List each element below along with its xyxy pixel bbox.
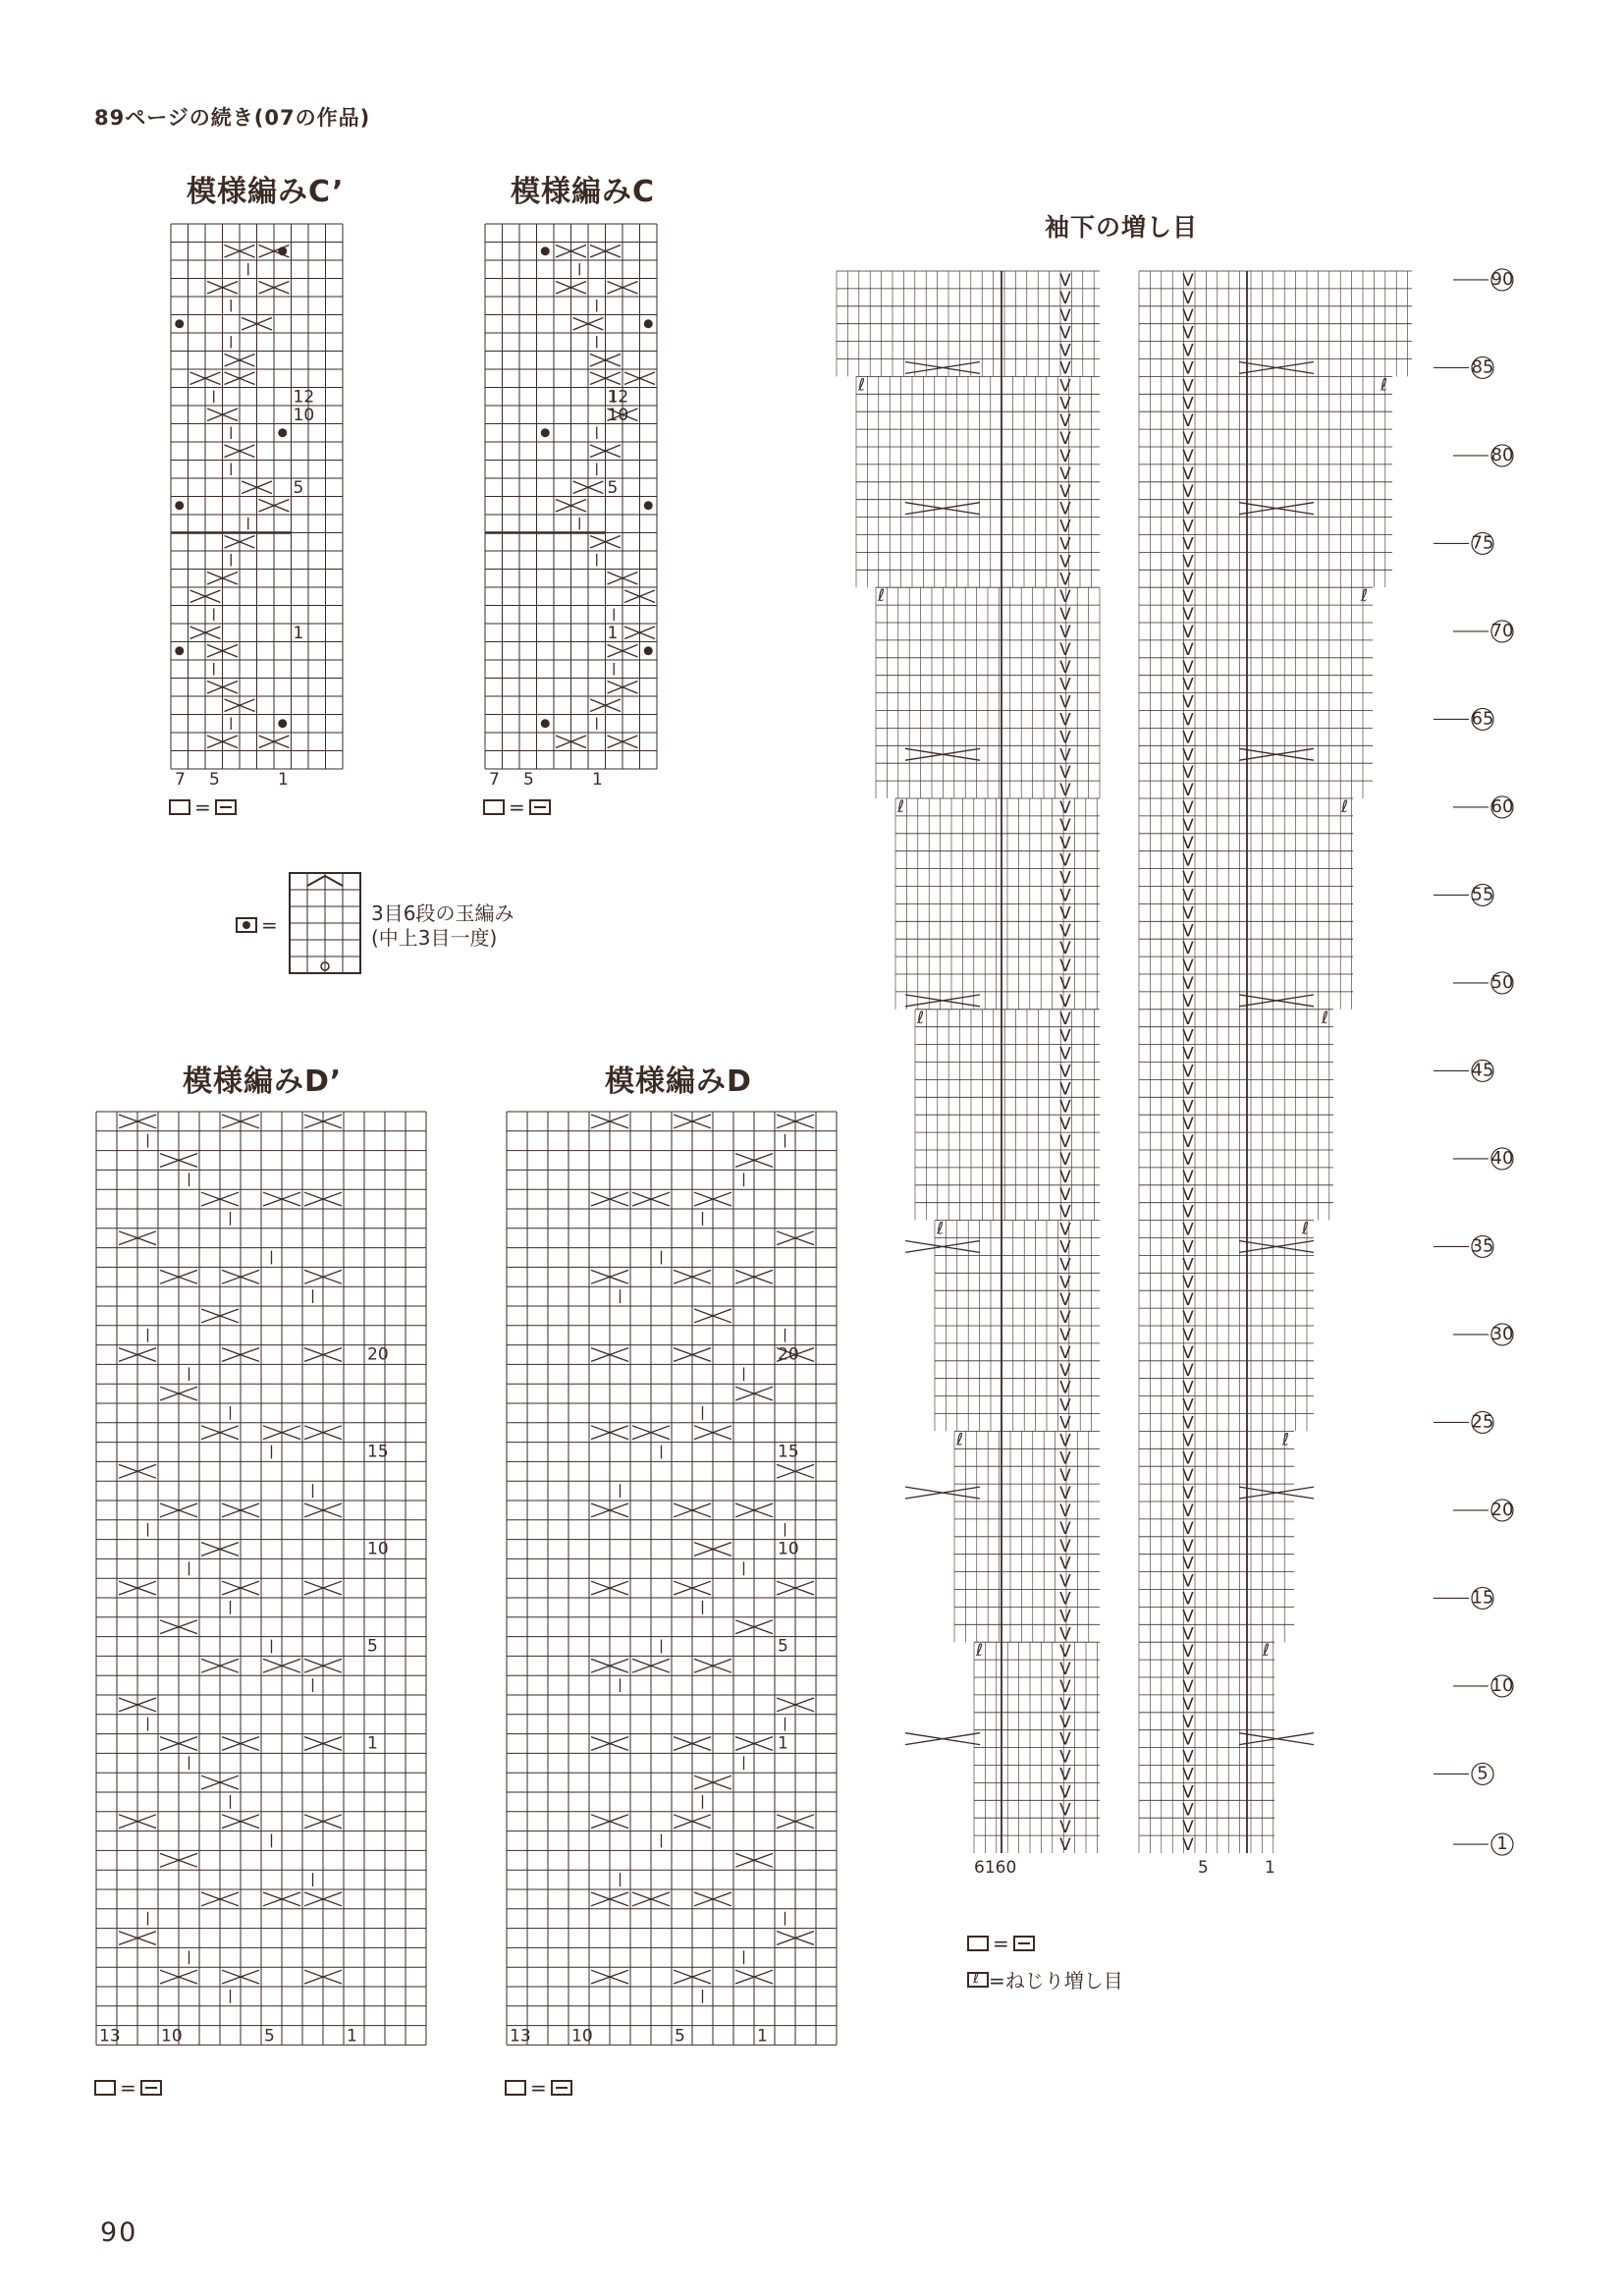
slip-stitch-mark: V — [1182, 728, 1194, 748]
column-label: 1 — [347, 2026, 357, 2047]
slip-stitch-mark: V — [1182, 1413, 1194, 1434]
chart-d-prime-title: 模様編みD’ — [183, 1065, 343, 1099]
slip-stitch-mark: V — [1182, 1589, 1194, 1610]
chart-c-legend: = — [483, 793, 551, 819]
slip-stitch-mark: V — [1182, 974, 1194, 994]
slip-stitch-mark: V — [1059, 623, 1071, 642]
slip-stitch-mark: V — [1059, 1502, 1071, 1521]
twist-increase-mark: ℓ — [917, 1008, 925, 1028]
slip-stitch-mark: V — [1059, 1694, 1071, 1715]
sleeve-chart-title: 袖下の増し目 — [1045, 213, 1199, 242]
bobble-mark — [175, 501, 184, 510]
slip-stitch-mark: V — [1059, 1518, 1071, 1539]
bobble-mark — [278, 719, 287, 728]
slip-stitch-mark: V — [1059, 815, 1071, 836]
row-label: 55 — [1471, 884, 1494, 905]
slip-stitch-mark: V — [1059, 499, 1071, 519]
column-label: 5 — [523, 770, 534, 790]
slip-stitch-mark: V — [1182, 639, 1194, 660]
row-label: 90 — [1490, 268, 1514, 290]
row-label: 1 — [367, 1733, 378, 1754]
slip-stitch-mark: V — [1059, 1326, 1071, 1345]
twist-increase-mark: ℓ — [1341, 797, 1349, 817]
slip-stitch-mark: V — [1059, 781, 1071, 801]
slip-stitch-mark: V — [1059, 1765, 1071, 1785]
slip-stitch-mark: V — [1182, 1818, 1194, 1838]
slip-stitch-mark: V — [1182, 1729, 1194, 1750]
slip-stitch-mark: V — [1059, 939, 1071, 959]
slip-stitch-mark: V — [1059, 1413, 1071, 1434]
column-label: 13 — [99, 2026, 121, 2047]
slip-stitch-mark: V — [1059, 886, 1071, 906]
twist-increase-mark: ℓ — [1282, 1430, 1290, 1450]
row-label: 20 — [367, 1344, 389, 1365]
slip-stitch-mark: V — [1059, 305, 1071, 326]
purl-symbol-icon — [215, 799, 237, 815]
twist-increase-mark: ℓ — [858, 375, 866, 396]
slip-stitch-mark: V — [1182, 1167, 1194, 1187]
slip-stitch-mark: V — [1059, 271, 1071, 291]
slip-stitch-mark: V — [1182, 939, 1194, 959]
bobble-mark — [644, 319, 653, 328]
slip-stitch-mark: V — [1059, 1237, 1071, 1258]
twist-increase-mark: ℓ — [1380, 375, 1388, 396]
slip-stitch-mark: V — [1182, 1660, 1194, 1680]
slip-stitch-mark: V — [1059, 429, 1071, 450]
row-label: 15 — [367, 1442, 389, 1462]
repeat-box — [485, 388, 606, 661]
slip-stitch-mark: V — [1059, 657, 1071, 678]
slip-stitch-mark: V — [1182, 1466, 1194, 1487]
slip-stitch-mark: V — [1182, 798, 1194, 818]
slip-stitch-mark: V — [1059, 1062, 1071, 1082]
row-label: 70 — [1490, 620, 1514, 641]
column-label: 1 — [757, 2026, 768, 2047]
twist-increase-mark: ℓ — [937, 1219, 945, 1239]
slip-stitch-mark: V — [1182, 1607, 1194, 1627]
blank-square-icon — [94, 2080, 116, 2096]
slip-stitch-mark: V — [1182, 657, 1194, 678]
slip-stitch-mark: V — [1182, 305, 1194, 326]
slip-stitch-mark: V — [1059, 1677, 1071, 1697]
slip-stitch-mark: V — [1059, 358, 1071, 379]
slip-stitch-mark: V — [1182, 710, 1194, 731]
row-label: 10 — [367, 1539, 389, 1559]
slip-stitch-mark: V — [1182, 1624, 1194, 1645]
row-label: 60 — [1490, 795, 1514, 817]
slip-stitch-mark: V — [1059, 868, 1071, 889]
slip-stitch-mark: V — [1059, 639, 1071, 660]
slip-stitch-mark: V — [1182, 850, 1194, 871]
row-label: 15 — [778, 1442, 799, 1462]
row-label: 5 — [778, 1636, 788, 1657]
slip-stitch-mark: V — [1182, 815, 1194, 836]
row-label: 1 — [293, 624, 304, 643]
slip-stitch-mark: V — [1182, 447, 1194, 466]
slip-stitch-mark: V — [1182, 781, 1194, 801]
slip-stitch-mark: V — [1182, 1132, 1194, 1153]
slip-stitch-mark: V — [1059, 991, 1071, 1011]
slip-stitch-mark: V — [1059, 1536, 1071, 1557]
slip-stitch-mark: V — [1182, 1571, 1194, 1592]
bobble-mark — [175, 319, 184, 328]
slip-stitch-mark: V — [1059, 587, 1071, 608]
slip-stitch-mark: V — [1182, 1342, 1194, 1363]
slip-stitch-mark: V — [1182, 288, 1194, 308]
column-label: 5 — [209, 770, 220, 790]
row-label: 50 — [1490, 971, 1514, 993]
twist-increase-mark: ℓ — [1361, 586, 1369, 607]
row-label: 30 — [1490, 1323, 1514, 1344]
page-number: 90 — [100, 2217, 138, 2248]
slip-stitch-mark: V — [1182, 517, 1194, 537]
slip-stitch-mark: V — [1182, 1712, 1194, 1732]
slip-stitch-mark: V — [1059, 1624, 1071, 1645]
slip-stitch-mark: V — [1059, 728, 1071, 748]
slip-stitch-mark: V — [1059, 1115, 1071, 1135]
slip-stitch-mark: V — [1182, 675, 1194, 695]
slip-stitch-mark: V — [1182, 1273, 1194, 1293]
slip-stitch-mark: V — [1059, 1589, 1071, 1610]
row-label: 40 — [1490, 1147, 1514, 1169]
bobble-mini-chart — [289, 872, 361, 974]
row-label: 10 — [293, 406, 315, 425]
slip-stitch-mark: V — [1059, 1571, 1071, 1592]
slip-stitch-mark: V — [1059, 447, 1071, 466]
slip-stitch-mark: V — [1059, 1026, 1071, 1047]
slip-stitch-mark: V — [1059, 570, 1071, 590]
row-label: 65 — [1471, 708, 1494, 730]
row-label: 85 — [1471, 356, 1494, 378]
twist-increase-mark: ℓ — [1263, 1641, 1271, 1662]
row-label: 80 — [1490, 444, 1514, 465]
row-label: 10 — [1490, 1674, 1514, 1696]
row-label: 5 — [293, 478, 304, 498]
row-label: 20 — [778, 1344, 799, 1365]
purl-symbol-icon — [551, 2080, 572, 2096]
column-label: 13 — [510, 2026, 531, 2047]
sleeve-legend-purl: = — [967, 1930, 1035, 1955]
slip-stitch-mark: V — [1182, 1431, 1194, 1451]
slip-stitch-mark: V — [1059, 1431, 1071, 1451]
slip-stitch-mark: V — [1182, 1079, 1194, 1100]
slip-stitch-mark: V — [1059, 1009, 1071, 1029]
column-label: 1 — [592, 770, 603, 790]
purl-symbol-icon — [529, 799, 551, 815]
slip-stitch-mark: V — [1182, 1290, 1194, 1311]
bobble-mark — [541, 719, 550, 728]
slip-stitch-mark: V — [1059, 1607, 1071, 1627]
column-label: 10 — [161, 2026, 183, 2047]
column-label: 5 — [264, 2026, 275, 2047]
slip-stitch-mark: V — [1182, 1502, 1194, 1521]
bobble-legend: = — [236, 911, 282, 937]
bobble-mark — [644, 501, 653, 510]
purl-symbol-icon — [140, 2080, 162, 2096]
slip-stitch-mark: V — [1182, 429, 1194, 450]
blank-square-icon — [967, 1936, 989, 1951]
slip-stitch-mark: V — [1059, 1378, 1071, 1398]
slip-stitch-mark: V — [1059, 1818, 1071, 1838]
row-label: 15 — [1471, 1587, 1494, 1609]
slip-stitch-mark: V — [1059, 534, 1071, 555]
slip-stitch-mark: V — [1059, 1800, 1071, 1821]
slip-stitch-mark: V — [1182, 868, 1194, 889]
slip-stitch-mark: V — [1059, 745, 1071, 766]
slip-stitch-mark: V — [1059, 1273, 1071, 1293]
column-label: 5 — [675, 2026, 685, 2047]
slip-stitch-mark: V — [1059, 605, 1071, 626]
bobble-mark — [175, 646, 184, 655]
slip-stitch-mark: V — [1059, 850, 1071, 871]
slip-stitch-mark: V — [1059, 323, 1071, 344]
page-header: 89ページの続き(07の作品) — [94, 106, 371, 130]
slip-stitch-mark: V — [1059, 1642, 1071, 1663]
slip-stitch-mark: V — [1059, 833, 1071, 853]
slip-stitch-mark: V — [1059, 1079, 1071, 1100]
slip-stitch-mark: V — [1059, 1484, 1071, 1504]
slip-stitch-mark: V — [1182, 1202, 1194, 1223]
slip-stitch-mark: V — [1059, 464, 1071, 484]
column-label: 10 — [571, 2026, 593, 2047]
slip-stitch-mark: V — [1059, 798, 1071, 818]
column-label: 7 — [175, 770, 186, 790]
slip-stitch-mark: V — [1059, 974, 1071, 994]
slip-stitch-mark: V — [1182, 1518, 1194, 1539]
slip-stitch-mark: V — [1182, 991, 1194, 1011]
slip-stitch-mark: V — [1059, 552, 1071, 573]
slip-stitch-mark: V — [1182, 552, 1194, 573]
slip-stitch-mark: V — [1182, 1677, 1194, 1697]
slip-stitch-mark: V — [1182, 394, 1194, 414]
slip-stitch-mark: V — [1182, 481, 1194, 502]
slip-stitch-mark: V — [1182, 1554, 1194, 1574]
bobble-mark — [644, 646, 653, 655]
slip-stitch-mark: V — [1059, 1150, 1071, 1170]
row-label: 1 — [778, 1733, 788, 1754]
slip-stitch-mark: V — [1182, 921, 1194, 942]
slip-stitch-mark: V — [1182, 763, 1194, 784]
slip-stitch-mark: V — [1059, 675, 1071, 695]
slip-stitch-mark: V — [1182, 587, 1194, 608]
slip-stitch-mark: V — [1059, 710, 1071, 731]
blank-square-icon — [169, 799, 190, 815]
bobble-mark — [278, 428, 287, 437]
row-label: 20 — [1490, 1499, 1514, 1520]
slip-stitch-mark: V — [1059, 1782, 1071, 1803]
slip-stitch-mark: V — [1182, 1115, 1194, 1135]
slip-stitch-mark: V — [1059, 1395, 1071, 1416]
slip-stitch-mark: V — [1182, 570, 1194, 590]
slip-stitch-mark: V — [1059, 1729, 1071, 1750]
slip-stitch-mark: V — [1182, 341, 1194, 361]
chart-c-title: 模様編みC — [511, 175, 656, 209]
chart-c-grid — [483, 222, 679, 792]
slip-stitch-mark: V — [1182, 605, 1194, 626]
slip-stitch-mark: V — [1182, 1150, 1194, 1170]
row-label: 25 — [1471, 1411, 1494, 1433]
slip-stitch-mark: V — [1182, 1800, 1194, 1821]
slip-stitch-mark: V — [1182, 1378, 1194, 1398]
slip-stitch-mark: V — [1182, 903, 1194, 924]
chart-d-title: 模様編みD — [605, 1065, 752, 1099]
slip-stitch-mark: V — [1182, 1237, 1194, 1258]
slip-stitch-mark: V — [1059, 1360, 1071, 1381]
slip-stitch-mark: V — [1182, 1835, 1194, 1856]
chart-d-prime-legend: = — [94, 2074, 162, 2100]
slip-stitch-mark: V — [1182, 358, 1194, 379]
row-label: 5 — [367, 1636, 378, 1657]
slip-stitch-mark: V — [1059, 692, 1071, 713]
chart-d-prime-grid — [94, 1110, 438, 2072]
row-label: 10 — [778, 1539, 799, 1559]
slip-stitch-mark: V — [1182, 1184, 1194, 1205]
slip-stitch-mark: V — [1059, 1255, 1071, 1276]
bobble-description: 3目6段の玉編み (中上3目一度) — [371, 901, 514, 950]
slip-stitch-mark: V — [1059, 1290, 1071, 1311]
slip-stitch-mark: V — [1059, 1202, 1071, 1223]
slip-stitch-mark: V — [1059, 1097, 1071, 1118]
row-label: 1 — [1496, 1833, 1508, 1855]
slip-stitch-mark: V — [1182, 323, 1194, 344]
row-label: 12 — [607, 387, 629, 408]
slip-stitch-mark: V — [1059, 956, 1071, 977]
blank-square-icon — [505, 2080, 526, 2096]
slip-stitch-mark: V — [1059, 1132, 1071, 1153]
chart-c-prime-title: 模様編みC’ — [187, 175, 345, 209]
bobble-mark — [541, 428, 550, 437]
twist-increase-icon — [967, 1972, 989, 1988]
twist-increase-mark: ℓ — [976, 1641, 984, 1662]
row-label: 10 — [607, 406, 629, 425]
slip-stitch-mark: V — [1182, 1747, 1194, 1768]
slip-stitch-mark: V — [1059, 481, 1071, 502]
twist-increase-mark: ℓ — [956, 1430, 964, 1450]
slip-stitch-mark: V — [1059, 921, 1071, 942]
slip-stitch-mark: V — [1059, 763, 1071, 784]
slip-stitch-mark: V — [1182, 623, 1194, 642]
slip-stitch-mark: V — [1182, 745, 1194, 766]
slip-stitch-mark: V — [1182, 833, 1194, 853]
sleeve-chart-grid — [805, 259, 1532, 1929]
column-label: 5 — [1198, 1858, 1209, 1878]
column-label: 1 — [1265, 1858, 1275, 1878]
twist-increase-mark: ℓ — [1322, 1008, 1329, 1028]
sleeve-legend-twist: ℓ=ねじり増し目 — [967, 1965, 1123, 1994]
slip-stitch-mark: V — [1182, 271, 1194, 291]
row-label: 35 — [1471, 1235, 1494, 1257]
slip-stitch-mark: V — [1182, 1220, 1194, 1240]
twist-increase-mark: ℓ — [878, 586, 886, 607]
twist-increase-mark: ℓ — [1302, 1219, 1310, 1239]
slip-stitch-mark: V — [1059, 903, 1071, 924]
slip-stitch-mark: V — [1182, 1009, 1194, 1029]
slip-stitch-mark: V — [1059, 1747, 1071, 1768]
row-label: 45 — [1471, 1060, 1494, 1081]
slip-stitch-mark: V — [1059, 1342, 1071, 1363]
slip-stitch-mark: V — [1182, 1395, 1194, 1416]
slip-stitch-mark: V — [1182, 499, 1194, 519]
slip-stitch-mark: V — [1059, 1448, 1071, 1469]
slip-stitch-mark: V — [1059, 1184, 1071, 1205]
slip-stitch-mark: V — [1182, 411, 1194, 432]
slip-stitch-mark: V — [1182, 956, 1194, 977]
slip-stitch-mark: V — [1182, 1097, 1194, 1118]
slip-stitch-mark: V — [1059, 517, 1071, 537]
slip-stitch-mark: V — [1182, 376, 1194, 397]
slip-stitch-mark: V — [1182, 1326, 1194, 1345]
slip-stitch-mark: V — [1182, 1536, 1194, 1557]
slip-stitch-mark: V — [1182, 1642, 1194, 1663]
slip-stitch-mark: V — [1059, 341, 1071, 361]
slip-stitch-mark: V — [1182, 1360, 1194, 1381]
chart-d-grid — [505, 1110, 848, 2072]
slip-stitch-mark: V — [1182, 1484, 1194, 1504]
slip-stitch-mark: V — [1059, 288, 1071, 308]
slip-stitch-mark: V — [1182, 1062, 1194, 1082]
slip-stitch-mark: V — [1182, 1765, 1194, 1785]
row-label: 12 — [293, 387, 315, 408]
chart-d-legend: = — [505, 2074, 572, 2100]
column-label: 6160 — [974, 1858, 1017, 1878]
slip-stitch-mark: V — [1182, 1694, 1194, 1715]
slip-stitch-mark: V — [1182, 692, 1194, 713]
column-label: 1 — [278, 770, 289, 790]
slip-stitch-mark: V — [1182, 534, 1194, 555]
slip-stitch-mark: V — [1059, 1466, 1071, 1487]
slip-stitch-mark: V — [1182, 1044, 1194, 1065]
slip-stitch-mark: V — [1059, 1835, 1071, 1856]
bobble-symbol-icon — [236, 917, 257, 933]
bobble-mark — [278, 246, 287, 255]
row-label: 5 — [1477, 1763, 1489, 1784]
row-label: 1 — [607, 624, 619, 643]
chart-c-prime-legend: = — [169, 793, 237, 819]
slip-stitch-mark: V — [1059, 1554, 1071, 1574]
slip-stitch-mark: V — [1059, 1308, 1071, 1329]
slip-stitch-mark: V — [1059, 411, 1071, 432]
slip-stitch-mark: V — [1059, 1660, 1071, 1680]
slip-stitch-mark: V — [1182, 1026, 1194, 1047]
column-label: 7 — [489, 770, 500, 790]
slip-stitch-mark: V — [1182, 1308, 1194, 1329]
slip-stitch-mark: V — [1059, 1044, 1071, 1065]
slip-stitch-mark: V — [1059, 1220, 1071, 1240]
slip-stitch-mark: V — [1059, 1712, 1071, 1732]
row-label: 5 — [607, 478, 619, 498]
slip-stitch-mark: V — [1182, 1782, 1194, 1803]
row-label: 75 — [1471, 532, 1494, 554]
slip-stitch-mark: V — [1182, 1255, 1194, 1276]
slip-stitch-mark: V — [1059, 394, 1071, 414]
slip-stitch-mark: V — [1059, 376, 1071, 397]
twist-increase-mark: ℓ — [897, 797, 905, 817]
chart-c-prime-grid — [169, 222, 365, 792]
blank-square-icon — [483, 799, 505, 815]
slip-stitch-mark: V — [1182, 886, 1194, 906]
purl-symbol-icon — [1013, 1936, 1035, 1951]
slip-stitch-mark: V — [1182, 1448, 1194, 1469]
slip-stitch-mark: V — [1182, 464, 1194, 484]
bobble-mark — [541, 246, 550, 255]
slip-stitch-mark: V — [1059, 1167, 1071, 1187]
